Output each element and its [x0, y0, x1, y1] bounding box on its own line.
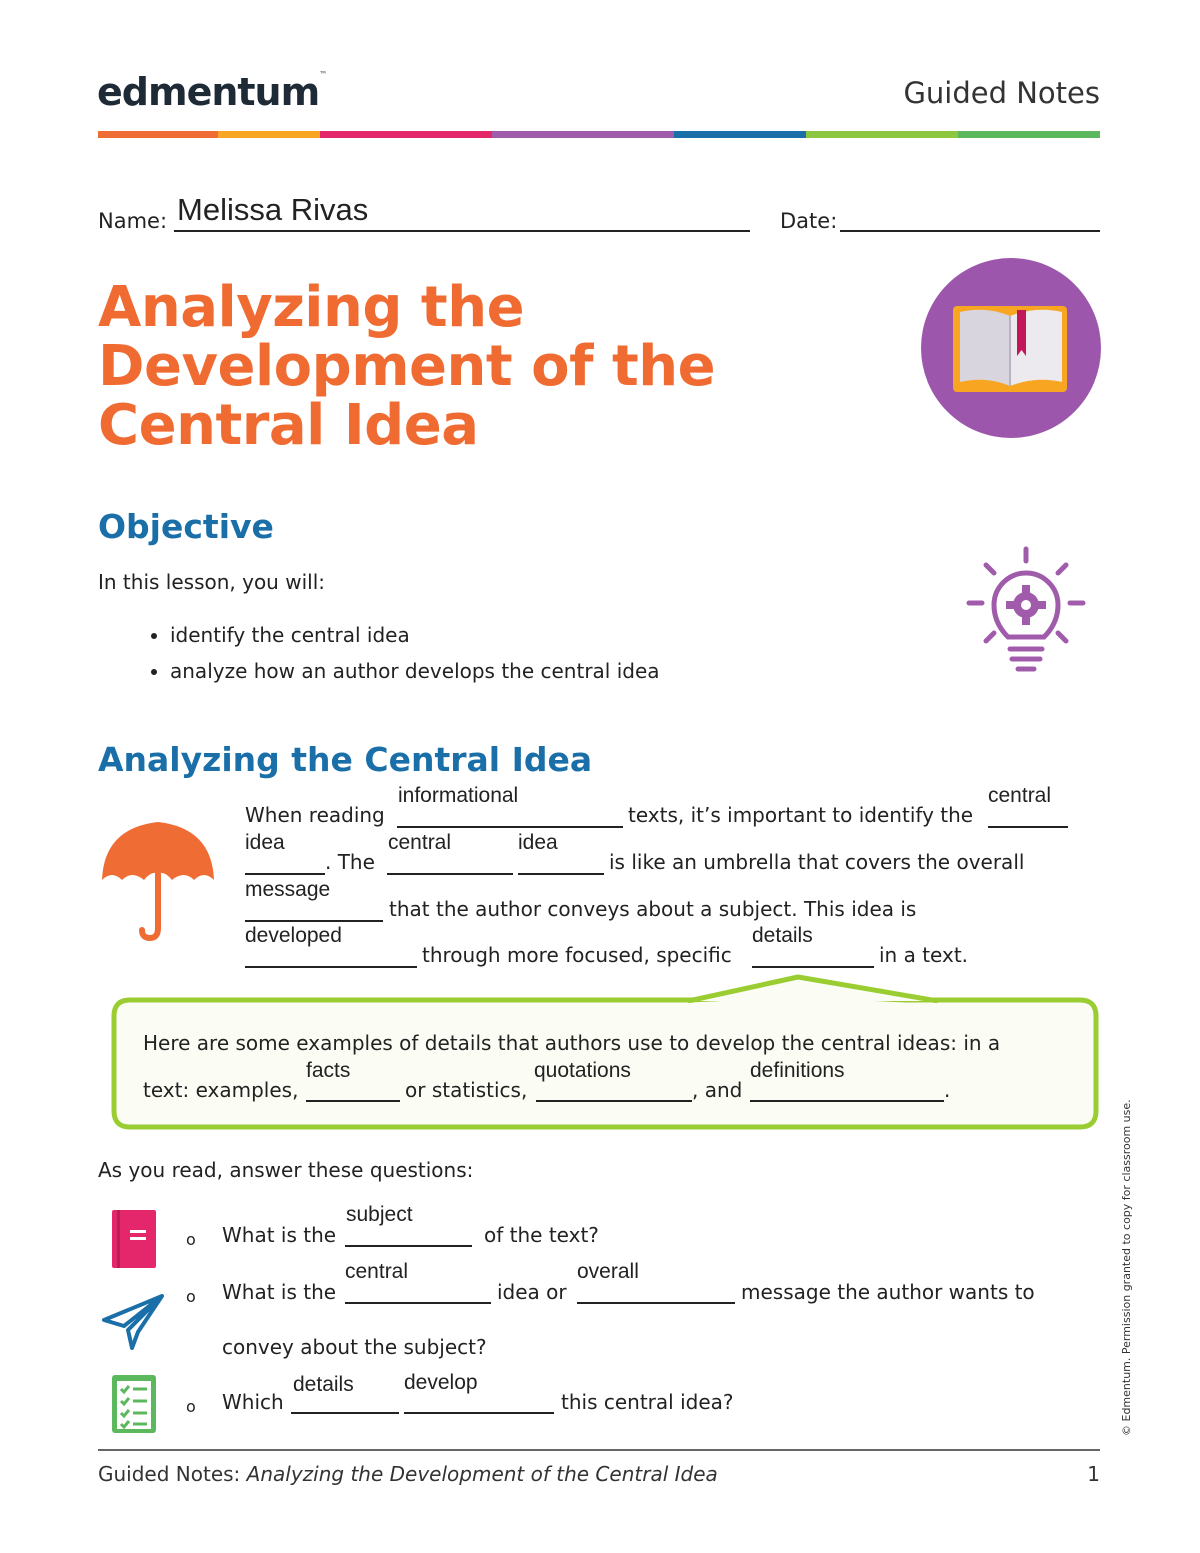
blank-line	[988, 826, 1068, 828]
answer-central-3[interactable]: central	[345, 1260, 409, 1283]
blank-line	[291, 1412, 399, 1414]
question-text: idea or	[497, 1280, 567, 1304]
question-text: this central idea?	[561, 1390, 734, 1414]
footer-text: Guided Notes: Analyzing the Development of the Central Idea	[98, 1462, 718, 1486]
page-title: Analyzing the Development of the Central Idea	[98, 275, 716, 458]
answer-details[interactable]: details	[752, 924, 813, 947]
blank-line	[345, 1302, 491, 1304]
paragraph-text: through more focused, specific	[422, 943, 732, 967]
answer-developed[interactable]: developed	[245, 924, 342, 947]
blank-line	[752, 966, 874, 968]
paragraph-text: that the author conveys about a subject. This idea is	[389, 897, 917, 921]
callout-text: .	[944, 1078, 951, 1102]
checklist-icon	[112, 1375, 158, 1440]
name-label: Name:	[98, 209, 168, 233]
list-bullet: o	[186, 1397, 196, 1416]
answer-subject[interactable]: subject	[346, 1203, 413, 1226]
blank-line	[306, 1100, 400, 1102]
list-item: • analyze how an author develops the central idea	[170, 659, 660, 683]
callout-text: Here are some examples of details that authors use to develop the central ideas: in a	[143, 1031, 1001, 1055]
answer-central-1[interactable]: central	[988, 784, 1052, 807]
blank-line	[404, 1412, 554, 1414]
answer-idea-2[interactable]: idea	[518, 831, 558, 854]
callout-text: , and	[692, 1078, 743, 1102]
callout-text: text: examples,	[143, 1078, 299, 1102]
paragraph-text: is like an umbrella that covers the overall	[609, 850, 1025, 874]
paragraph-text: When reading	[245, 803, 385, 827]
book-icon	[920, 258, 1102, 443]
answer-details-2[interactable]: details	[293, 1373, 354, 1396]
copyright-note: © Edmentum. Permission granted to copy for classroom use.	[1120, 1099, 1133, 1436]
notebook-icon	[112, 1210, 158, 1275]
blank-line	[518, 873, 604, 875]
answer-informational[interactable]: informational	[398, 784, 519, 807]
question-text: What is the	[222, 1223, 337, 1247]
blank-line	[245, 873, 325, 875]
question-text: What is the	[222, 1280, 337, 1304]
name-value[interactable]: Melissa Rivas	[177, 192, 369, 227]
paper-plane-icon	[102, 1294, 164, 1355]
paragraph-text: in a text.	[879, 943, 969, 967]
list-bullet: o	[186, 1230, 196, 1249]
lightbulb-gear-icon	[964, 545, 1088, 680]
header-color-bar	[98, 131, 1100, 138]
blank-line	[245, 966, 417, 968]
umbrella-icon	[98, 818, 218, 949]
answer-idea-1[interactable]: idea	[245, 831, 285, 854]
page-number: 1	[1087, 1462, 1100, 1486]
questions-intro: As you read, answer these questions:	[98, 1158, 474, 1182]
blank-line	[397, 826, 623, 828]
blank-line	[387, 873, 513, 875]
footer-divider	[98, 1449, 1100, 1451]
question-text: convey about the subject?	[222, 1335, 487, 1359]
edmentum-logo: edmentum™	[97, 70, 327, 114]
objective-intro: In this lesson, you will:	[98, 570, 325, 594]
answer-message[interactable]: message	[245, 878, 331, 901]
question-text: message the author wants to	[741, 1280, 1035, 1304]
callout-text: or statistics,	[405, 1078, 528, 1102]
answer-develop[interactable]: develop	[404, 1371, 478, 1394]
name-field-line	[174, 230, 750, 232]
blank-line	[750, 1100, 944, 1102]
question-text: of the text?	[484, 1223, 599, 1247]
doc-type-label: Guided Notes	[903, 76, 1100, 110]
objective-list	[130, 623, 660, 695]
list-item: • identify the central idea	[170, 623, 660, 647]
answer-quotations[interactable]: quotations	[534, 1059, 631, 1082]
question-text: Which	[222, 1390, 284, 1414]
answer-central-2[interactable]: central	[388, 831, 452, 854]
answer-facts[interactable]: facts	[306, 1059, 351, 1082]
section-heading: Analyzing the Central Idea	[98, 740, 593, 779]
paragraph-text: . The	[325, 850, 375, 874]
list-bullet: o	[186, 1287, 196, 1306]
paragraph-text: texts, it’s important to identify the	[628, 803, 974, 827]
blank-line	[345, 1245, 472, 1247]
blank-line	[577, 1302, 735, 1304]
answer-definitions[interactable]: definitions	[750, 1059, 845, 1082]
date-field[interactable]	[840, 230, 1100, 232]
date-label: Date:	[780, 209, 838, 233]
answer-overall[interactable]: overall	[577, 1260, 639, 1283]
blank-line	[245, 920, 383, 922]
objective-heading: Objective	[98, 507, 274, 546]
blank-line	[536, 1100, 692, 1102]
callout-pointer	[688, 973, 938, 1008]
